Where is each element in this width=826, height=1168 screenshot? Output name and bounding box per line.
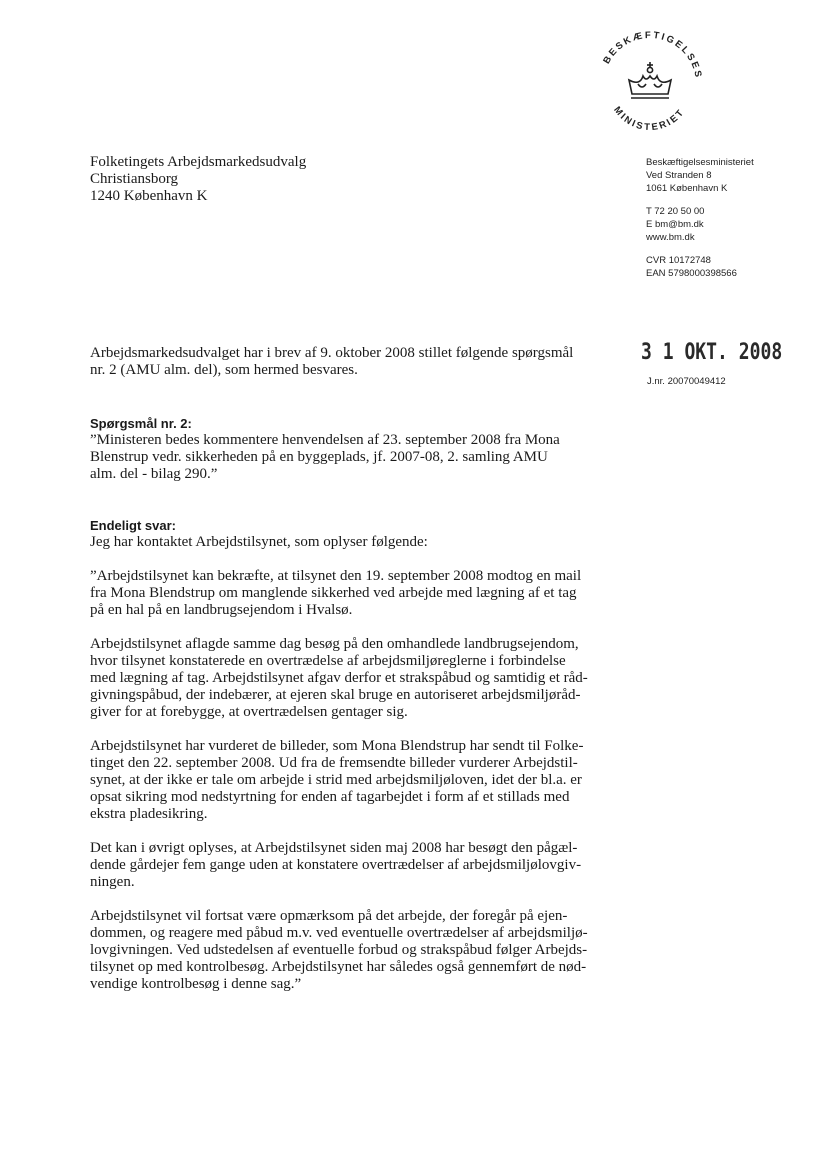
ministry-phone: T 72 20 50 00 — [646, 206, 705, 217]
paragraph-line: Arbejdstilsynet vil fortsat være opmærksom på det arbejde, der foregår på ejen- — [90, 908, 568, 924]
paragraph-line: synet, at der ikke er tale om arbejde i strid med arbejdsmiljøloven, idet der bl.a. er — [90, 772, 582, 788]
answer-paragraph — [90, 636, 588, 721]
paragraph-line: hvor tilsynet konstaterede en overtrædelse af arbejdsmiljøreglerne i forbindelse — [90, 653, 566, 669]
paragraph-line: ”Arbejdstilsynet kan bekræfte, at tilsynet den 19. september 2008 modtog en mail — [90, 568, 582, 584]
ministry-city: 1061 København K — [646, 183, 728, 194]
paragraph-line: vendige kontrolbesøg i denne sag.” — [90, 976, 302, 992]
paragraph-line: ekstra pladesikring. — [90, 806, 208, 822]
answer-heading: Endeligt svar: — [90, 518, 176, 533]
journal-number: J.nr. 20070049412 — [647, 376, 726, 387]
ministry-ean: EAN 5798000398566 — [646, 268, 737, 279]
answer-paragraph — [90, 738, 588, 823]
ministry-web: www.bm.dk — [646, 232, 695, 243]
ministry-email: E bm@bm.dk — [646, 219, 704, 230]
paragraph-line: opsat sikring mod nedstyrtning for enden af tagarbejdet i form af et stillads med — [90, 789, 570, 805]
paragraph-line: ningen. — [90, 874, 135, 890]
question-heading: Spørgsmål nr. 2: — [90, 416, 192, 431]
paragraph-line: fra Mona Blendstrup om manglende sikkerhed ved arbejde med lægning af et tag — [90, 585, 577, 601]
paragraph-line: givningspåbud, der indebærer, at ejeren skal bruge en autoriseret arbejdsmiljøråd- — [90, 687, 581, 703]
paragraph-line: lovgivningen. Ved udstedelsen af eventuelle forbud og strakspåbud følger Arbejds- — [90, 942, 588, 958]
question-section — [90, 416, 560, 483]
paragraph-line: Arbejdstilsynet har vurderet de billeder, som Mona Blendstrup har sendt til Folke- — [90, 738, 584, 754]
paragraph-line: på en hal på en landbrugsejendom i Hvalsø. — [90, 602, 353, 618]
svg-text:BESKÆFTIGELSES: BESKÆFTIGELSES — [601, 29, 704, 81]
paragraph-line: tilsynet op med kontrolbesøg. Arbejdstilsynet har således også gennemført de nød- — [90, 959, 587, 975]
question-line: alm. del - bilag 290.” — [90, 466, 218, 482]
ministry-name: Beskæftigelsesministeriet — [646, 157, 754, 168]
crown-icon — [629, 62, 671, 98]
question-line: ”Ministeren bedes kommentere henvendelsen af 23. september 2008 fra Mona — [90, 432, 560, 448]
sender-info — [646, 156, 754, 280]
svg-text:MINISTERIET: MINISTERIET — [611, 104, 688, 134]
ministry-seal-logo — [594, 28, 706, 134]
question-line: Blenstrup vedr. sikkerheden på en byggeplads, jf. 2007-08, 2. samling AMU — [90, 449, 548, 465]
recipient-address — [90, 154, 306, 205]
recipient-line: Christiansborg — [90, 171, 179, 187]
ministry-cvr: CVR 10172748 — [646, 255, 711, 266]
paragraph-line: med lægning af tag. Arbejdstilsynet afgav derfor et strakspåbud og samtidig et råd- — [90, 670, 588, 686]
paragraph-line: Det kan i øvrigt oplyses, at Arbejdstilsynet siden maj 2008 har besøgt den pågæl- — [90, 840, 578, 856]
paragraph-line: Arbejdstilsynet aflagde samme dag besøg på den omhandlede landbrugsejendom, — [90, 636, 579, 652]
answer-intro: Jeg har kontaktet Arbejdstilsynet, som oplyser følgende: — [90, 534, 428, 550]
answer-paragraph — [90, 840, 588, 891]
paragraph-line: dommen, og reagere med påbud m.v. ved eventuelle overtrædelser af arbejdsmiljø- — [90, 925, 588, 941]
paragraph-line: dende gårdejer fem gange uden at konstatere overtrædelser af arbejdsmiljølovgiv- — [90, 857, 582, 873]
answer-paragraph — [90, 908, 588, 993]
recipient-line: 1240 København K — [90, 188, 208, 204]
intro-line: Arbejdsmarkedsudvalget har i brev af 9. oktober 2008 stillet følgende spørgsmål — [90, 345, 574, 361]
received-date-stamp: 3 1 OKT. 2008 — [641, 340, 783, 365]
paragraph-line: giver for at forebygge, at overtrædelsen gentager sig. — [90, 704, 408, 720]
answer-section — [90, 518, 588, 1010]
ministry-street: Ved Stranden 8 — [646, 170, 712, 181]
intro-line: nr. 2 (AMU alm. del), som hermed besvares. — [90, 362, 358, 378]
paragraph-line: tinget den 22. september 2008. Ud fra de fremsendte billeder vurderer Arbejdstil- — [90, 755, 578, 771]
answer-paragraph — [90, 568, 588, 619]
recipient-line: Folketingets Arbejdsmarkedsudvalg — [90, 154, 307, 170]
intro-text — [90, 345, 573, 379]
